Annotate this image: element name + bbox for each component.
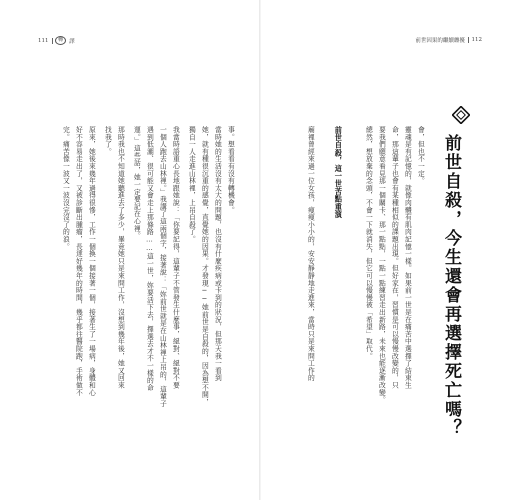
header-divider [52,38,53,44]
left-column-10: 找我了。 [103,126,112,156]
left-running-header [38,36,75,45]
left-column-5: 我當時語重心長地跟她說：「你要記得，這輩子不管發生什麼事，絕對、絕對不要 [171,126,180,389]
left-column-2: 當時她的生活沒有太大的問題，也沒有什麼疾病或卡到的狀況，但那天我一看到 [213,126,222,382]
right-column-3: 命，那這輩子也會有某種相似的課題出現。但好家在，習慣是可以慢慢改變的，只 [390,126,399,389]
chapter-badge: 轉 [55,36,66,45]
right-column-1: 會，但也不一定。 [416,126,425,185]
left-column-7: 遇到低潮、很可能又會走上那條路……這一世，妳要活下去，擇選去才不一樣的命 [145,126,154,392]
left-column-13: 完。痛苦像一波又一波沒完沒了的浪。 [61,126,70,251]
subheading: 前世自殺，這一世苦點重演 [334,126,344,219]
left-column-1: 事。想看看有沒有轉機會。 [226,126,235,214]
chapter-badge-suffix: 譯 [69,38,75,45]
left-column-9: 那時我也不知道她聽進去了多少，畢竟她只是來問工作，沒想到幾年後，她又回來 [116,126,125,389]
right-column-6: 廟裡曾經來過一位女孩，瘦瘦小小的，安安靜靜地走進來，當時只是來問工作的 [306,126,315,382]
left-column-4: 獨自一人走進山林裡，上吊自殺了。 [187,126,196,243]
left-page-number: 111 [38,37,49,44]
diamond-icon [452,106,470,124]
right-column-5: 總然，想放棄的念頭，不會一下就消失，但它可以慢慢被「希望」取代。 [364,126,373,360]
left-column-12: 好不容易走出了，又被診斷出腫瘤，長達好幾年的時間，幾乎都往醫院跑，手術做不 [74,126,83,397]
header-divider [468,37,469,43]
left-column-8: 運。」這些話，她一定要記在心裡。 [132,126,141,240]
left-column-6: 一個人跑去山林裡。」我講了這兩個字，接著說：「妳前世就是在山林裡上吊的，這輩子 [158,126,167,408]
right-column-2: 靈魂是有記憶的，就像肉體有肌肉記憶一樣。如果前一世是在痛苦中選擇了結束生 [403,126,412,389]
right-header-title: 前世因果的繼續纏擾 [415,38,465,44]
section-title: 前世自殺，今生還會再選擇死亡嗎？ [441,134,461,438]
left-column-11: 原來，她後來幾年過得很慘，工作一個換一個接著一個，接著生了一場病，身體和心 [87,126,96,397]
right-page-number: 112 [471,37,482,43]
right-running-header [415,36,482,44]
left-column-3: 她，就有種很沉重的感覺，直覺她的因果。才發現──她前世是自殺的，因為想不開， [200,126,209,406]
right-column-4: 要我們願意看見那一個關卡、那一點點，一點一點練習走出新路，未來也能逐漸改變。 [377,126,386,404]
